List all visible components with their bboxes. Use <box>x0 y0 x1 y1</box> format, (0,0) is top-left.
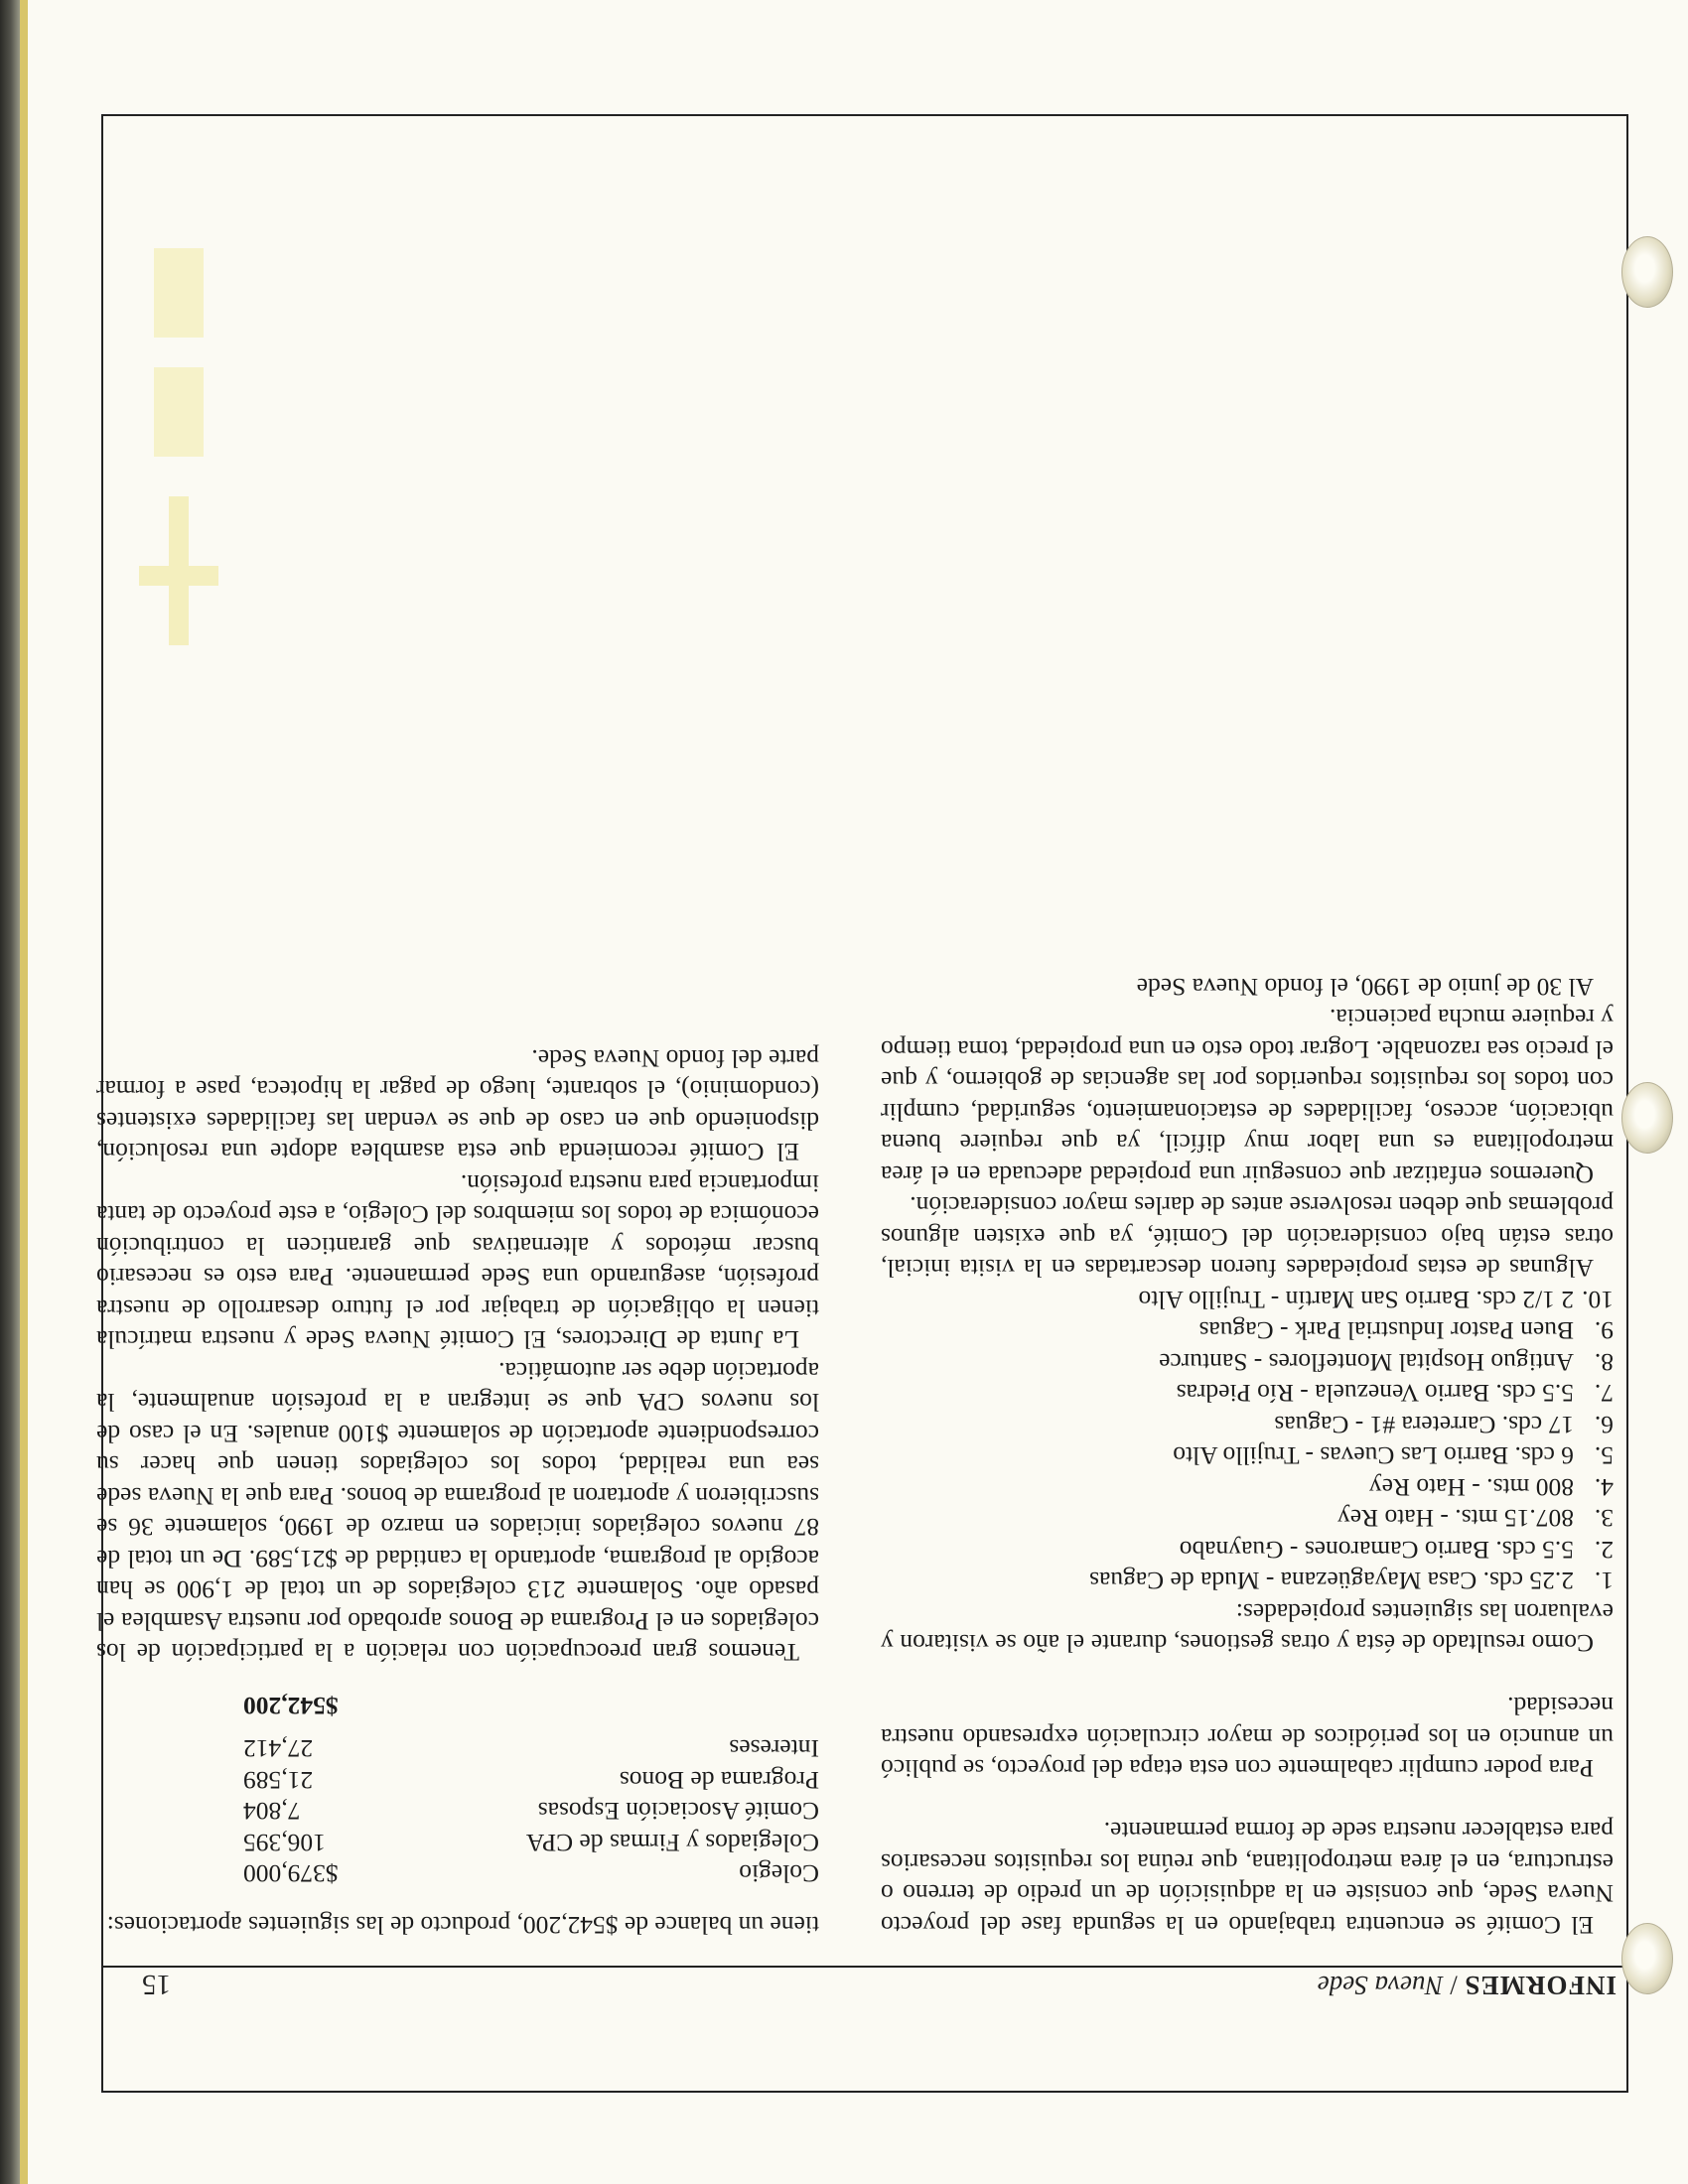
header-rule <box>101 1966 1628 1968</box>
list-number: 4. <box>1594 1473 1614 1502</box>
contribution-amount: $379,000 <box>243 1859 339 1889</box>
contribution-amount: 21,589 <box>243 1766 314 1795</box>
list-number: 7. <box>1594 1379 1614 1409</box>
list-number: 10. <box>1582 1286 1614 1314</box>
list-item <box>881 1315 1614 1347</box>
binder-hole-middle <box>1621 1082 1673 1154</box>
paragraph-recommendation: El Comité recomienda que esta asamblea adopte una resolución, disponiendo que en caso de que se vendan las facilidades existentes (condominio), el sobrante, luego de pagar la hipoteca, pase a formar parte del fondo Nueva Sede. <box>96 1044 819 1167</box>
header-separator: / <box>1450 1971 1458 2000</box>
paragraph-discarded: Algunas de estas propiedades fueron descartadas en la visita inicial, otras están bajo consideración del Comité, ya que existen algunos problemas que deben resolverse antes de darles mayor consideración. <box>881 1191 1614 1284</box>
list-text: 5.5 cds. Barrio Venezuela - Río Piedras <box>1176 1379 1574 1409</box>
contribution-amount: 7,804 <box>243 1797 301 1827</box>
list-text: 2.25 cds. Casa Mayagüezana - Muda de Caguas <box>1089 1567 1574 1596</box>
list-text: 17 cds. Carretera #1 - Caguas <box>1274 1411 1574 1439</box>
contribution-amount: 27,412 <box>243 1734 314 1764</box>
list-text: Antiguo Hospital Monteflores - Santurce <box>1159 1348 1574 1377</box>
watermark-mark-low <box>154 248 204 338</box>
contribution-source: Comité Asociación Esposas <box>537 1797 819 1827</box>
header-subsection: Nueva Sede <box>1317 1971 1444 2000</box>
list-text: 807.15 mts. - Hato Rey <box>1337 1504 1574 1534</box>
list-number: 6. <box>1594 1411 1614 1439</box>
paragraph-emphasis: Queremos enfatizar que conseguir una propiedad adecuada en el área metropolitana es una labor muy difícil, ya que requiere buena ubicación, acceso, facilidades de estacionamiento, seguridad, cumplir con todos los requisitos requeridos por las agencias de gobierno, y que el precio sea razonable. Lograr todo esto en una propiedad, toma tiempo y requiere mucha paciencia. <box>881 1004 1614 1189</box>
list-text: Buen Pastor Industrial Park - Caguas <box>1198 1316 1574 1346</box>
properties-list <box>881 1285 1614 1597</box>
list-item <box>881 1285 1614 1316</box>
list-item <box>881 1347 1614 1379</box>
paragraph-balance: tiene un balance de $542,200, producto de las siguientes aportaciones: <box>106 1911 819 1940</box>
table-row <box>96 1733 819 1765</box>
contribution-total: $542,200 <box>243 1692 339 1720</box>
table-row <box>96 1765 819 1797</box>
binder-hole-bottom <box>1621 1923 1673 1994</box>
list-item <box>881 1472 1614 1504</box>
list-item <box>881 1440 1614 1472</box>
list-text: 5.5 cds. Barrio Camarones - Guaynabo <box>1179 1536 1574 1565</box>
list-text: 800 mts. - Hato Rey <box>1368 1473 1574 1502</box>
table-row <box>96 1828 819 1859</box>
list-item <box>881 1378 1614 1410</box>
list-number: 1. <box>1594 1567 1614 1596</box>
paragraph-intro: El Comité se encuentra trabajando en la segunda fase del proyecto Nueva Sede, que consiste en la adquisición de un predio de terreno o estructura, en el área metropolitana, que reúna los requisitos necesarios para establecer nuestra sede de forma permanente. <box>881 1817 1614 1940</box>
paragraph-visits: Como resultado de ésta y otras gestiones, durante el año se visitaron y evaluaron las siguientes propiedades: <box>881 1598 1614 1659</box>
contribution-source: Colegiados y Firmas de CPA <box>525 1829 819 1857</box>
watermark-mark-mid <box>154 367 204 457</box>
header-section: INFORMES <box>1464 1971 1617 2000</box>
list-number: 5. <box>1594 1441 1614 1471</box>
list-item <box>881 1566 1614 1597</box>
contributions-table <box>96 1691 819 1890</box>
total-row <box>96 1691 819 1722</box>
binder-hole-top <box>1621 236 1673 308</box>
list-item <box>881 1535 1614 1567</box>
contribution-amount: 106,395 <box>243 1829 326 1857</box>
faint-cross-watermark <box>129 218 228 655</box>
list-text: 2 1/2 cds. Barrio San Martín - Trujillo Alto <box>1138 1286 1574 1314</box>
list-number: 9. <box>1594 1316 1614 1346</box>
paragraph-obligation: La Junta de Directores, El Comité Nueva Sede y nuestra matrícula tienen la obligación de trabajar por el futuro desarrollo de nuestra profesión, asegurando una Sede permanente. Para esto es necesario buscar métodos y alternativas que garanticen la contribución económica de todos los miembros del Colegio, a este proyecto de tanta importancia para nuestra profesión. <box>96 1169 819 1355</box>
contribution-source: Intereses <box>729 1734 819 1764</box>
contribution-source: Colegio <box>739 1859 819 1889</box>
total-spacer <box>422 1691 819 1722</box>
table-row <box>96 1796 819 1828</box>
list-number: 2. <box>1594 1536 1614 1565</box>
paragraph-fund-intro: Al 30 de junio de 1990, el fondo Nueva Sede <box>1136 973 1594 1002</box>
contribution-source: Programa de Bonos <box>619 1766 819 1795</box>
list-number: 3. <box>1594 1504 1614 1534</box>
list-text: 6 cds. Barrio Las Cuevas - Trujillo Alto <box>1173 1441 1574 1471</box>
watermark-bar-horizontal <box>139 566 218 586</box>
list-number: 8. <box>1594 1348 1614 1377</box>
right-column <box>96 1043 819 1942</box>
list-item <box>881 1503 1614 1535</box>
page-number: 15 <box>142 1969 171 2000</box>
paragraph-concern: Tenemos gran preocupación con relación a la participación de los colegiados en el Programa de Bonos aprobado por nuestra Asamblea el pasado año. Solamente 213 colegiados de un total de 1,900 se han acogido al programa, aportando la cantidad de $21,589. De un total de 87 nuevos colegiados iniciados en marzo de 1990, solamente 36 se suscribieron y aportaron al programa de bonos. Para que la Nueva sede sea una realidad, todos los colegiados tienen que hacer su correspondiente aportación de solamente $100 anuales. En el caso de los nuevos CPA que se integran a la profesión anualmente, la aportación debe ser automática. <box>96 1357 819 1668</box>
paragraph-announcement: Para poder cumplir cabalmente con esta etapa del proyecto, se publicó un anuncio en los periódicos de mayor circulación expresando nuestra necesidad. <box>881 1692 1614 1784</box>
left-column <box>881 972 1614 1942</box>
running-header <box>1318 1970 1617 2000</box>
list-item <box>881 1410 1614 1441</box>
table-row <box>96 1858 819 1890</box>
